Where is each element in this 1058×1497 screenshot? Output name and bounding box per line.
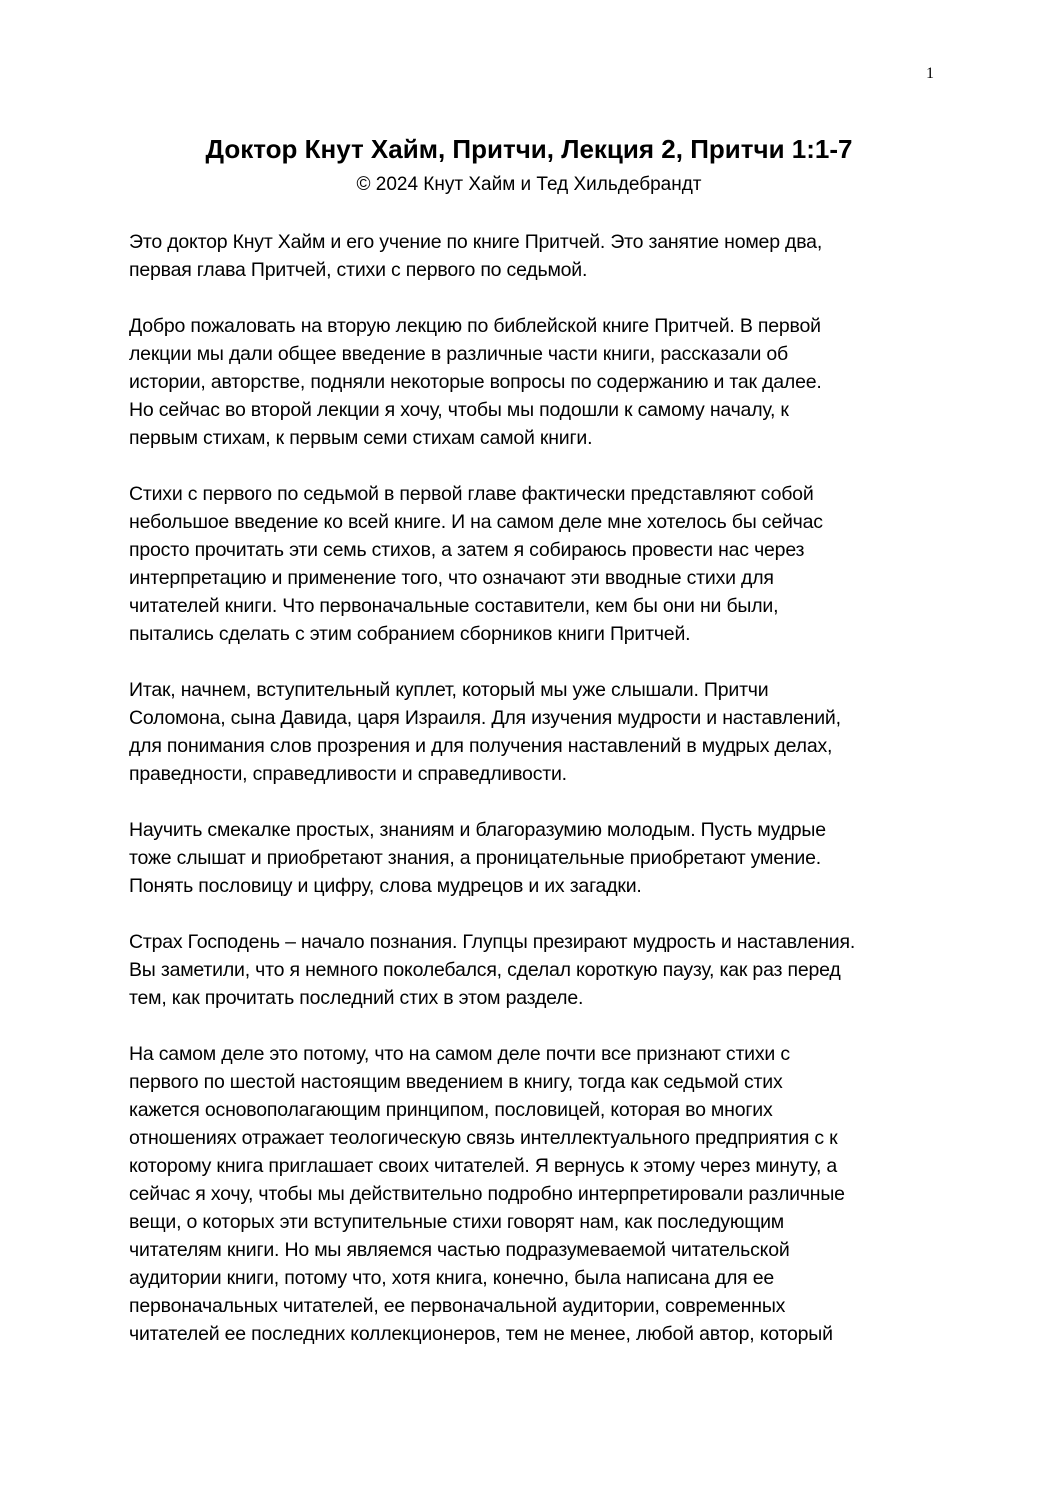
copyright-line: © 2024 Кнут Хайм и Тед Хильдебрандт <box>356 174 702 195</box>
paragraph-2 <box>129 312 939 452</box>
text-line: лекции мы дали общее введение в различные части книги, рассказали об <box>129 343 789 365</box>
text-line: вещи, о которых эти вступительные стихи говорят нам, как последующим <box>129 1211 785 1233</box>
text-line: первого по шестой настоящим введением в книгу, тогда как седьмой стих <box>129 1071 783 1093</box>
paragraph-1 <box>129 228 939 284</box>
text-line: читателей книги. Что первоначальные составители, кем бы они ни были, <box>129 595 779 617</box>
text-line: Стихи с первого по седьмой в первой главе фактически представляют собой <box>129 483 814 505</box>
text-line: тоже слышат и приобретают знания, а проницательные приобретают умение. <box>129 847 821 869</box>
text-line: Это доктор Кнут Хайм и его учение по книге Притчей. Это занятие номер два, <box>129 231 823 253</box>
text-line: для понимания слов прозрения и для получения наставлений в мудрых делах, <box>129 735 833 757</box>
text-line: сейчас я хочу, чтобы мы действительно подробно интерпретировали различные <box>129 1183 845 1205</box>
text-line: праведности, справедливости и справедливости. <box>129 763 567 785</box>
text-line: просто прочитать эти семь стихов, а затем я собираюсь провести нас через <box>129 539 805 561</box>
text-line: первоначальных читателей, ее первоначальной аудитории, современных <box>129 1295 786 1317</box>
text-line: первым стихам, к первым семи стихам самой книги. <box>129 427 593 449</box>
text-line: кажется основополагающим принципом, пословицей, которая во многих <box>129 1099 773 1121</box>
text-line: аудитории книги, потому что, хотя книга, конечно, была написана для ее <box>129 1267 775 1289</box>
text-line: Добро пожаловать на вторую лекцию по библейской книге Притчей. В первой <box>129 315 821 337</box>
document-body <box>129 228 939 1376</box>
paragraph-6 <box>129 928 939 1012</box>
text-line: интерпретацию и применение того, что означают эти вводные стихи для <box>129 567 774 589</box>
paragraph-7 <box>129 1040 939 1348</box>
text-line: Вы заметили, что я немного поколебался, сделал короткую паузу, как раз перед <box>129 959 841 981</box>
text-line: Страх Господень – начало познания. Глупцы презирают мудрость и наставления. <box>129 931 856 953</box>
text-line: первая глава Притчей, стихи с первого по седьмой. <box>129 259 588 281</box>
text-line: На самом деле это потому, что на самом деле почти все признают стихи с <box>129 1043 790 1065</box>
text-line: Соломона, сына Давида, царя Израиля. Для изучения мудрости и наставлений, <box>129 707 841 729</box>
paragraph-5 <box>129 816 939 900</box>
paragraph-3 <box>129 480 939 648</box>
text-line: Итак, начнем, вступительный куплет, который мы уже слышали. Притчи <box>129 679 769 701</box>
page-number: 1 <box>926 65 934 82</box>
text-line: отношениях отражает теологическую связь интеллектуального предприятия с к <box>129 1127 838 1149</box>
text-line: истории, авторстве, подняли некоторые вопросы по содержанию и так далее. <box>129 371 822 393</box>
paragraph-4 <box>129 676 939 788</box>
text-line: Понять пословицу и цифру, слова мудрецов и их загадки. <box>129 875 642 897</box>
text-line: тем, как прочитать последний стих в этом разделе. <box>129 987 584 1009</box>
text-line: читателей ее последних коллекционеров, тем не менее, любой автор, который <box>129 1323 833 1345</box>
text-line: которому книга приглашает своих читателей. Я вернусь к этому через минуту, а <box>129 1155 838 1177</box>
text-line: небольшое введение ко всей книге. И на самом деле мне хотелось бы сейчас <box>129 511 823 533</box>
document-title: Доктор Кнут Хайм, Притчи, Лекция 2, Притчи 1:1-7 <box>205 134 853 164</box>
text-line: Но сейчас во второй лекции я хочу, чтобы мы подошли к самому началу, к <box>129 399 789 421</box>
text-line: читателям книги. Но мы являемся частью подразумеваемой читательской <box>129 1239 790 1261</box>
text-line: Научить смекалке простых, знаниям и благоразумию молодым. Пусть мудрые <box>129 819 826 841</box>
text-line: пытались сделать с этим собранием сборников книги Притчей. <box>129 623 691 645</box>
